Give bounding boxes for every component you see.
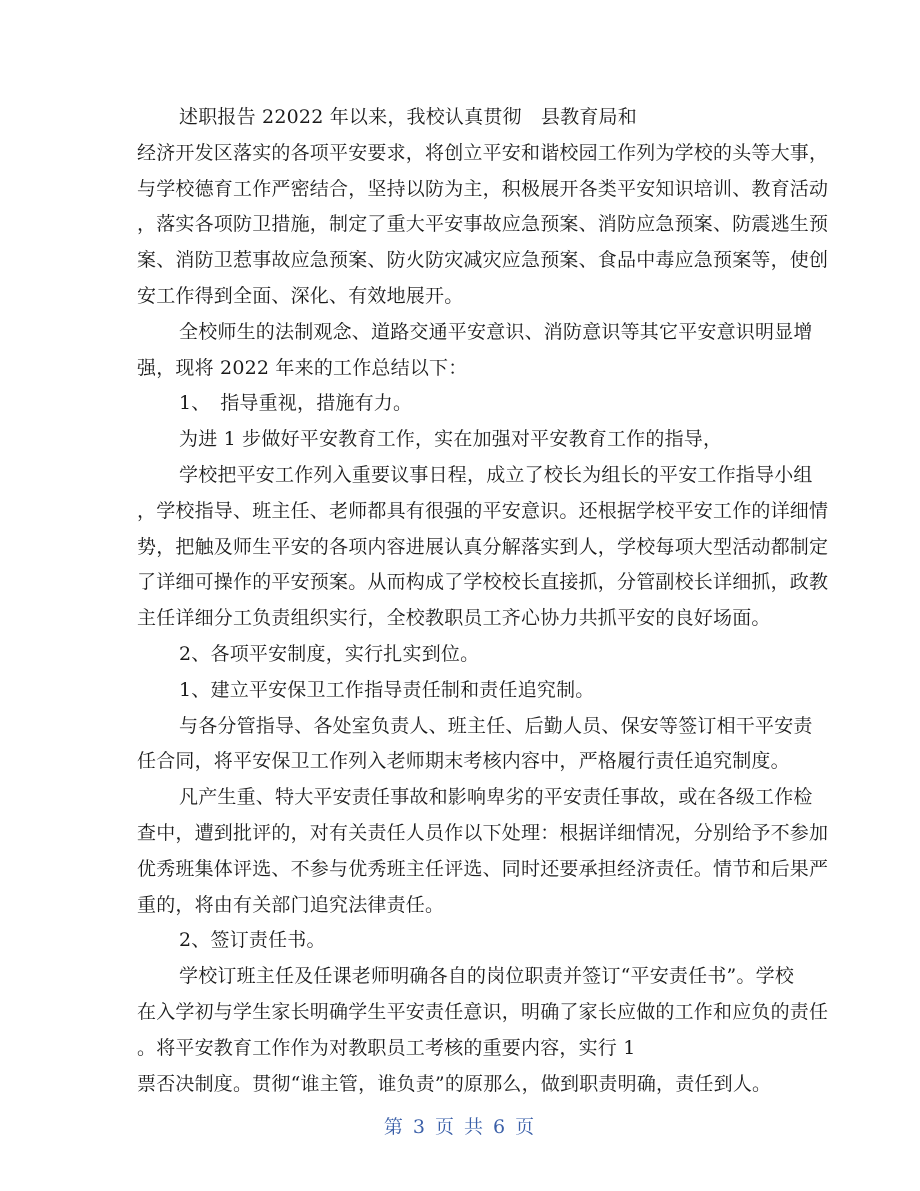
text-line: 凡产生重、特大平安责任事故和影响卑劣的平安责任事故，或在各级工作检 (179, 786, 813, 809)
text-line: 学校订班主任及任课老师明确各自的岗位职责并签订“平安责任书”。学校 (179, 965, 795, 988)
text-line: 学校把平安工作列入重要议事日程，成立了校长为组长的平安工作指导小组 (179, 463, 813, 486)
text-line: 主任详细分工负责组织实行，全校教职员工齐心协力共抓平安的良好场面。 (137, 607, 771, 630)
text-line: 优秀班集体评选、不参与优秀班主任评选、同时还要承担经济责任。情节和后果严 (137, 857, 829, 880)
text-line: 强，现将 2022 年来的工作总结以下： (137, 356, 468, 379)
text-line: 了详细可操作的平安预案。从而构成了学校校长直接抓，分管副校长详细抓，政教 (137, 571, 829, 594)
text-line: 在入学初与学生家长明确学生平安责任意识，明确了家长应做的工作和应负的责任 (137, 1000, 829, 1023)
text-line: 与各分管指导、各处室负责人、班主任、后勤人员、保安等签订相干平安责 (179, 714, 813, 737)
text-line: 2、签订责任书。 (179, 929, 326, 952)
page-number-footer: 第 3 页 共 6 页 (383, 1116, 537, 1138)
text-line: ，学校指导、班主任、老师都具有很强的平安意识。还根据学校平安工作的详细情 (137, 499, 829, 522)
text-line: 势，把触及师生平安的各项内容进展认真分解落实到人，学校每项大型活动都制定 (137, 535, 829, 558)
text-line: 任合同，将平安保卫工作列入老师期末考核内容中，严格履行责任追究制度。 (137, 750, 790, 773)
text-line: 述职报告 22022 年以来，我校认真贯彻 县教育局和 (179, 106, 637, 128)
text-line: 重的，将由有关部门追究法律责任。 (137, 893, 445, 916)
text-line: 与学校德育工作严密结合，坚持以防为主，积极展开各类平安知识培训、教育活动 (137, 177, 829, 200)
text-line: 票否决制度。贯彻“谁主管，谁负责”的原那么，做到职责明确，责任到人。 (137, 1072, 772, 1095)
text-line: 2、各项平安制度，实行扎实到位。 (179, 642, 480, 665)
text-line: ，落实各项防卫措施，制定了重大平安事故应急预案、消防应急预案、防震逃生预 (137, 213, 829, 236)
text-line: 案、消防卫惹事故应急预案、防火防灾减灾应急预案、食品中毒应急预案等，使创 (137, 249, 829, 272)
text-line: 全校师生的法制观念、道路交通平安意识、消防意识等其它平安意识明显增 (179, 320, 813, 343)
text-line: 安工作得到全面、深化、有效地展开。 (137, 284, 464, 307)
text-line: 1、建立平安保卫工作指导责任制和责任追究制。 (179, 678, 595, 701)
text-line: 经济开发区落实的各项平安要求，将创立平安和谐校园工作列为学校的头等大事， (137, 141, 829, 164)
text-line: 查中，遭到批评的，对有关责任人员作以下处理：根据详细情况，分别给予不参加 (137, 821, 829, 844)
text-line: 。将平安教育工作作为对教职员工考核的重要内容，实行 1 (137, 1036, 636, 1059)
document-body (137, 100, 829, 1102)
text-line: 为进 1 步做好平安教育工作，实在加强对平安教育工作的指导， (179, 428, 723, 451)
text-line: 1、 指导重视，措施有力。 (179, 392, 413, 415)
